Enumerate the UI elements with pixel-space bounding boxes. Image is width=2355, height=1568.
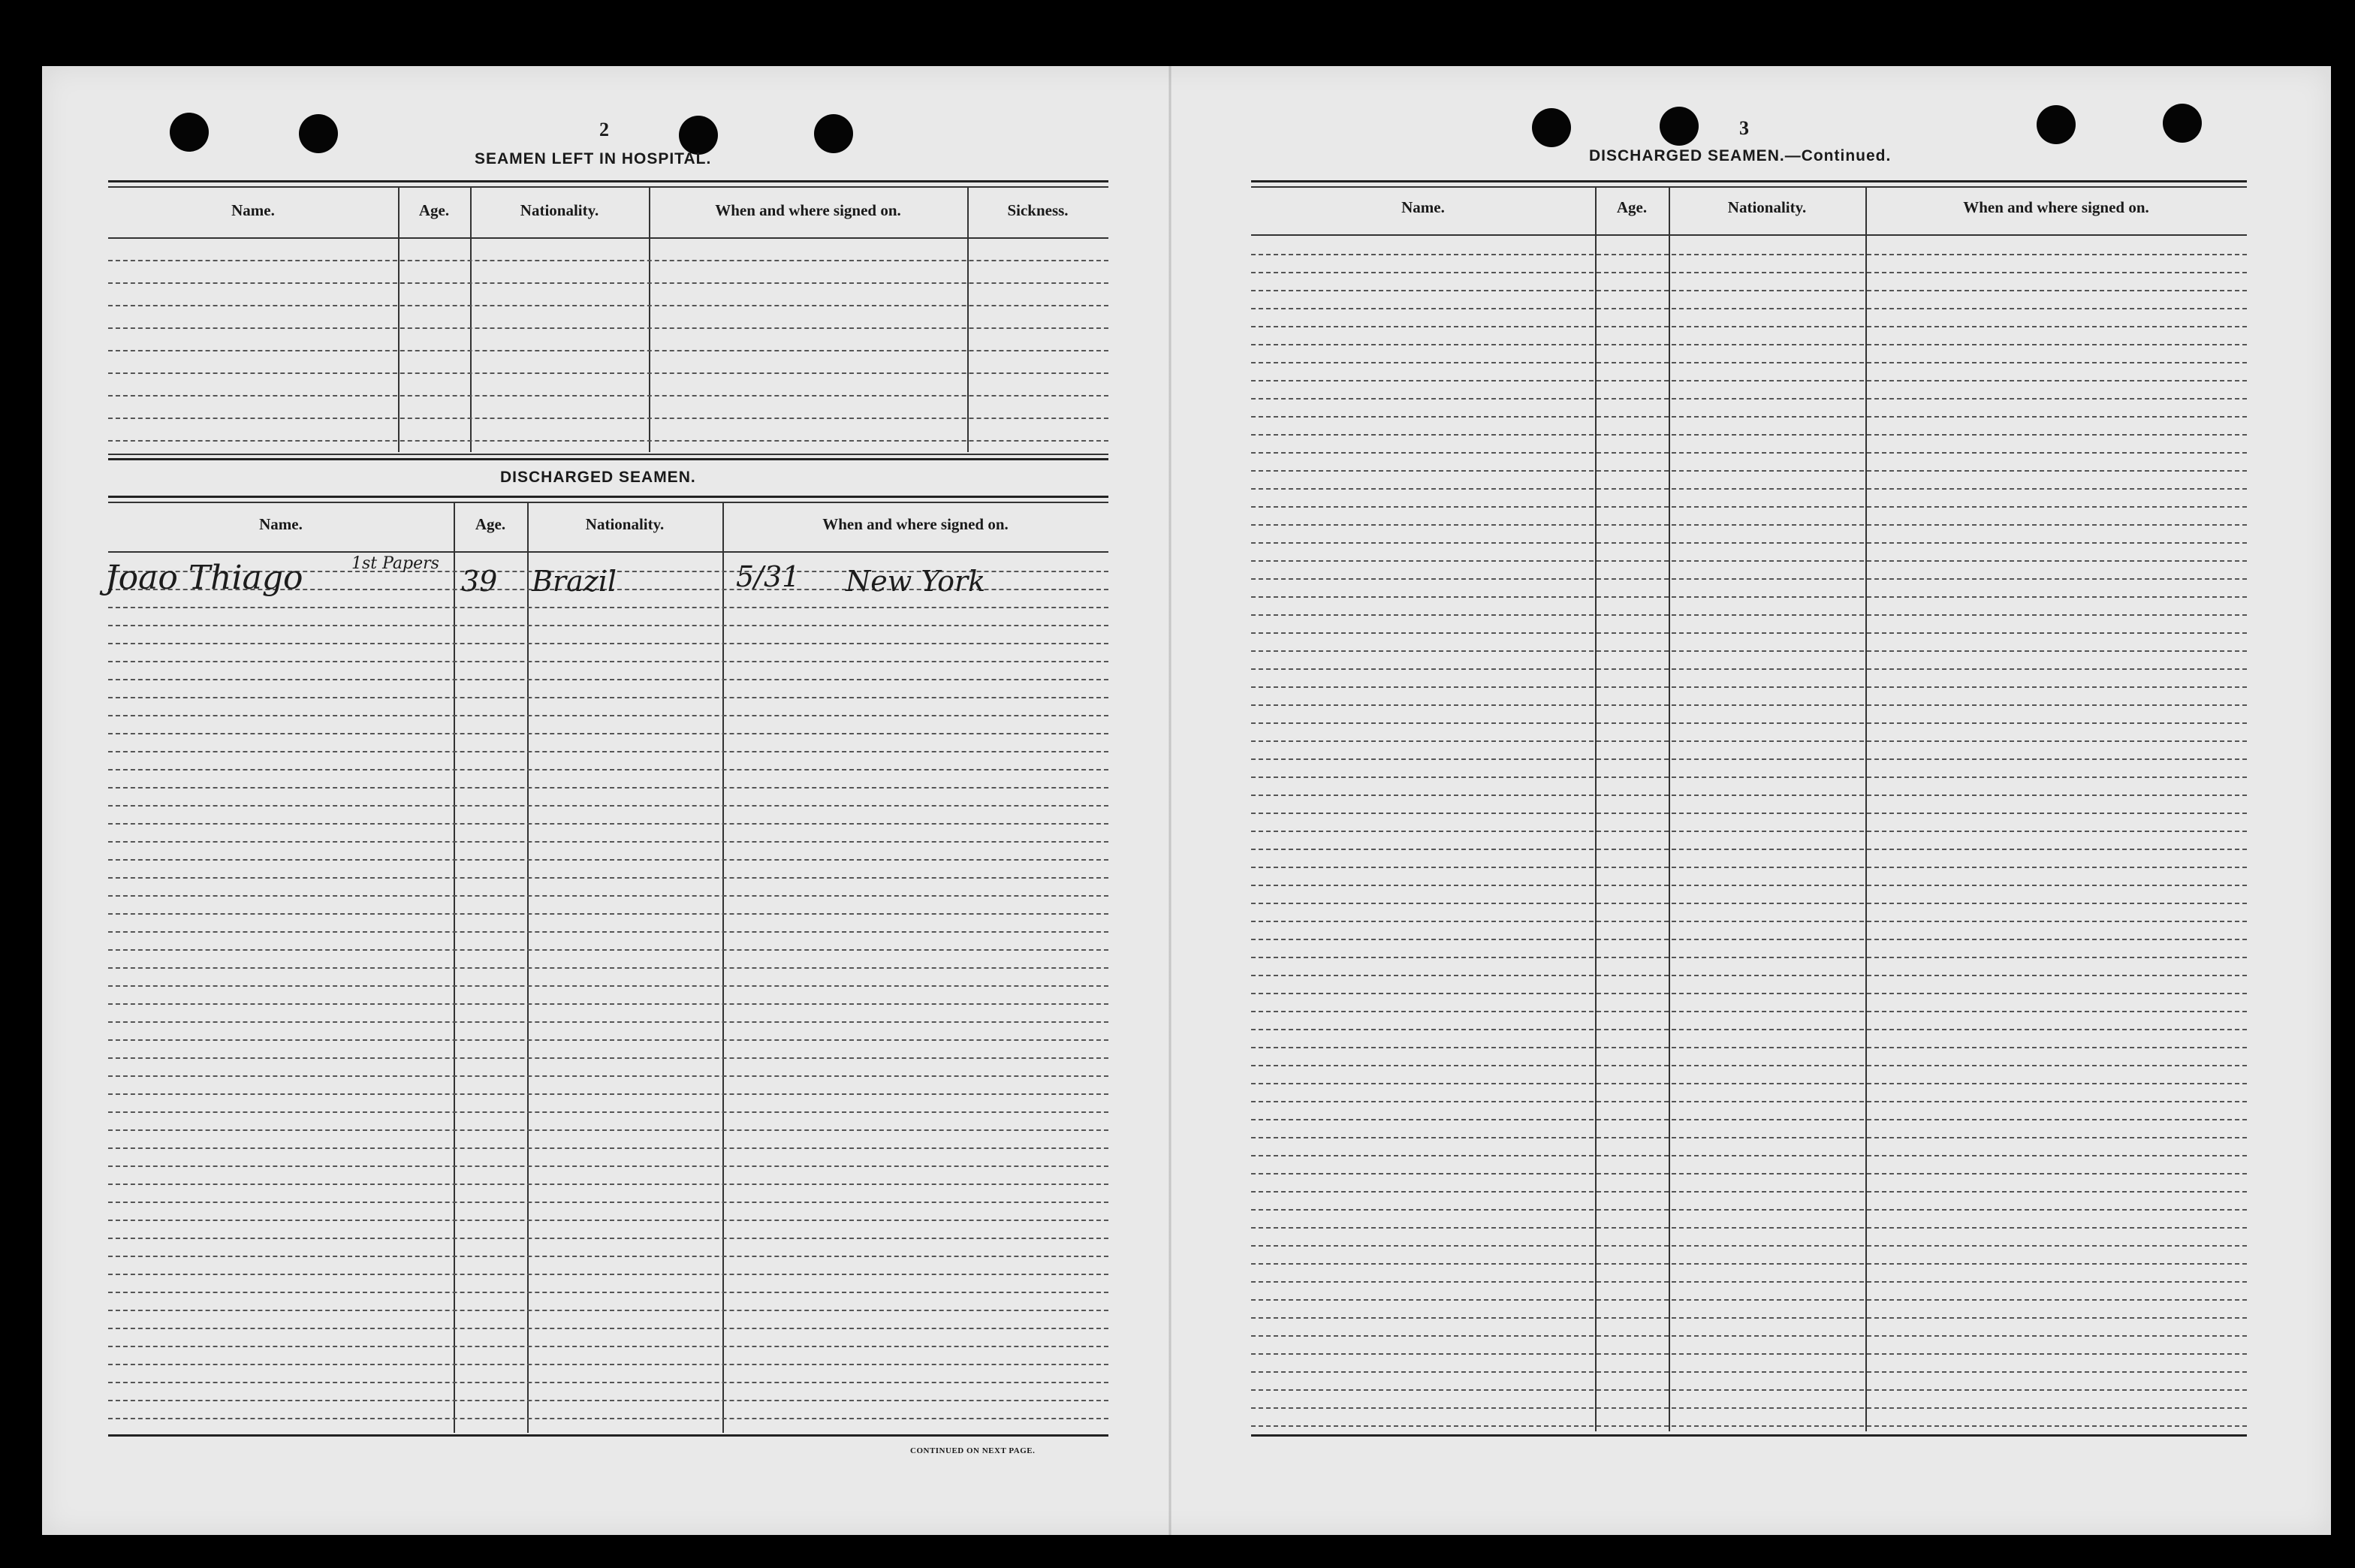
ruled-line — [108, 751, 1108, 752]
ruled-line — [1251, 1335, 2247, 1337]
ruled-line — [1251, 1029, 2247, 1030]
seaman-nationality: Brazil — [532, 565, 617, 598]
ruled-line — [108, 625, 1108, 626]
page-number-left: 2 — [599, 119, 609, 140]
table-rule — [1251, 186, 2247, 188]
ruled-line — [108, 643, 1108, 644]
ruled-line — [1251, 975, 2247, 976]
ruled-line — [108, 1220, 1108, 1221]
ruled-line — [1251, 1245, 2247, 1247]
continued-note: CONTINUED ON NEXT PAGE. — [910, 1446, 1036, 1455]
ruled-line — [108, 949, 1108, 951]
column-header: Sickness. — [1007, 201, 1069, 219]
column-header: Age. — [418, 201, 450, 219]
column-header: Age. — [475, 515, 506, 533]
ruled-line — [1251, 650, 2247, 652]
table-bottom-rule — [108, 1434, 1108, 1437]
table-top-rule — [108, 180, 1108, 182]
ruled-line — [1251, 632, 2247, 634]
ruled-line — [108, 841, 1108, 843]
column-header: Nationality. — [520, 201, 599, 219]
ruled-line — [108, 1057, 1108, 1059]
ruled-line — [108, 697, 1108, 698]
ruled-line — [1251, 506, 2247, 508]
ruled-line — [1251, 578, 2247, 580]
punch-hole — [170, 113, 209, 152]
ruled-line — [1251, 1227, 2247, 1229]
ruled-line — [108, 1346, 1108, 1347]
ruled-line — [1251, 668, 2247, 670]
ruled-line — [108, 661, 1108, 662]
ruled-line — [1251, 434, 2247, 436]
ruled-line — [108, 715, 1108, 716]
ruled-line — [1251, 290, 2247, 291]
ruled-line — [1251, 867, 2247, 868]
ruled-line — [1251, 740, 2247, 742]
ruled-line — [108, 1292, 1108, 1293]
ruled-line — [1251, 308, 2247, 309]
ruled-line — [1251, 596, 2247, 598]
ruled-line — [1251, 1101, 2247, 1102]
table-rule — [108, 502, 1108, 503]
ruled-line — [1251, 1353, 2247, 1355]
ruled-line — [1251, 1209, 2247, 1211]
discharged-continued-rows — [1251, 236, 2247, 1430]
page-number-right: 3 — [1739, 117, 1749, 139]
ruled-line — [1251, 524, 2247, 526]
ruled-line — [1251, 1191, 2247, 1193]
ruled-line — [1251, 1011, 2247, 1012]
seaman-name-note: 1st Papers — [351, 554, 439, 573]
ruled-line — [108, 1400, 1108, 1401]
punch-hole — [814, 114, 853, 153]
table-rule — [108, 186, 1108, 188]
punch-hole — [2037, 105, 2076, 144]
ruled-line — [108, 1364, 1108, 1365]
ruled-line — [1251, 1299, 2247, 1301]
ruled-line — [108, 1328, 1108, 1329]
ruled-line — [108, 769, 1108, 770]
hospital-section-title: SEAMEN LEFT IN HOSPITAL. — [475, 150, 712, 167]
column-header: Nationality. — [1727, 198, 1807, 216]
ruled-line — [1251, 488, 2247, 490]
column-header: Nationality. — [585, 515, 665, 533]
page-fold — [1168, 66, 1171, 1535]
table-top-rule — [1251, 180, 2247, 182]
ruled-line — [1251, 957, 2247, 958]
column-header: When and where signed on. — [715, 201, 901, 219]
ruled-line — [108, 1021, 1108, 1023]
ruled-line — [108, 1256, 1108, 1257]
punch-hole — [2163, 104, 2202, 143]
punch-hole — [299, 114, 338, 153]
column-header: Name. — [1401, 198, 1445, 216]
ruled-line — [108, 1382, 1108, 1383]
ruled-line — [1251, 758, 2247, 760]
ruled-line — [108, 895, 1108, 897]
ruled-line — [1251, 398, 2247, 400]
ruled-line — [1251, 1407, 2247, 1409]
ruled-line — [1251, 813, 2247, 814]
ruled-line — [1251, 254, 2247, 255]
ruled-line — [1251, 1155, 2247, 1156]
ruled-line — [1251, 1389, 2247, 1391]
ruled-line — [1251, 1263, 2247, 1265]
ruled-line — [1251, 470, 2247, 472]
ruled-line — [108, 1039, 1108, 1041]
column-header: When and where signed on. — [1963, 198, 2149, 216]
ruled-line — [108, 1093, 1108, 1095]
ruled-line — [1251, 272, 2247, 273]
ruled-line — [1251, 560, 2247, 562]
punch-hole — [1660, 107, 1699, 146]
ruled-line — [108, 877, 1108, 879]
ruled-line — [1251, 722, 2247, 724]
ruled-line — [108, 967, 1108, 969]
discharged-section-title: DISCHARGED SEAMEN. — [500, 469, 696, 486]
ruled-line — [108, 1165, 1108, 1167]
ruled-line — [1251, 776, 2247, 778]
ruled-line — [1251, 795, 2247, 796]
ruled-line — [1251, 704, 2247, 706]
punch-hole — [1532, 108, 1571, 147]
ruled-line — [108, 985, 1108, 987]
ruled-line — [108, 787, 1108, 789]
ruled-line — [1251, 380, 2247, 381]
ruled-line — [1251, 831, 2247, 832]
discharged-continued-title: DISCHARGED SEAMEN.—Continued. — [1589, 147, 1892, 164]
ruled-line — [1251, 1371, 2247, 1373]
ruled-line — [1251, 686, 2247, 688]
ruled-line — [1251, 885, 2247, 886]
ruled-line — [108, 1238, 1108, 1239]
ruled-line — [108, 1147, 1108, 1149]
ruled-line — [1251, 1425, 2247, 1427]
ruled-line — [1251, 1317, 2247, 1319]
ruled-line — [108, 679, 1108, 680]
ruled-line — [108, 1274, 1108, 1275]
column-header: Name. — [231, 201, 275, 219]
ruled-line — [108, 913, 1108, 915]
ruled-line — [1251, 362, 2247, 363]
ruled-line — [1251, 849, 2247, 850]
ruled-line — [1251, 903, 2247, 904]
ruled-line — [1251, 542, 2247, 544]
ruled-line — [108, 931, 1108, 933]
ruled-line — [108, 823, 1108, 825]
punch-hole — [679, 116, 718, 155]
ruled-line — [1251, 326, 2247, 327]
ruled-line — [1251, 1137, 2247, 1138]
ruled-line — [1251, 452, 2247, 454]
ruled-line — [108, 1003, 1108, 1005]
ruled-line — [108, 805, 1108, 807]
column-header: When and where signed on. — [822, 515, 1009, 533]
table-bottom-rule — [1251, 1434, 2247, 1437]
ruled-line — [108, 1184, 1108, 1185]
ruled-line — [1251, 1281, 2247, 1283]
ruled-line — [1251, 921, 2247, 922]
signed-on-date: 5/31 — [736, 560, 801, 593]
ruled-line — [108, 1310, 1108, 1311]
ruled-line — [1251, 344, 2247, 345]
seaman-age: 39 — [461, 565, 498, 598]
ruled-line — [1251, 1083, 2247, 1084]
hospital-table-rows — [108, 237, 1108, 455]
ruled-line — [1251, 1119, 2247, 1120]
ruled-line — [108, 1129, 1108, 1131]
signed-on-place: New York — [846, 565, 986, 598]
ruled-line — [1251, 1173, 2247, 1174]
table-bottom-rule — [108, 458, 1108, 460]
seaman-name: Joao Thiago — [105, 559, 303, 597]
ruled-line — [1251, 939, 2247, 940]
ruled-line — [108, 607, 1108, 608]
ruled-line — [108, 859, 1108, 861]
column-header: Name. — [259, 515, 303, 533]
ruled-line — [108, 1202, 1108, 1203]
ruled-line — [1251, 614, 2247, 616]
ruled-line — [108, 1418, 1108, 1419]
column-header: Age. — [1616, 198, 1648, 216]
table-bottom-rule — [108, 454, 1108, 455]
ruled-line — [1251, 993, 2247, 994]
ruled-line — [108, 733, 1108, 734]
table-top-rule — [108, 496, 1108, 498]
discharged-table-rows — [108, 553, 1108, 1433]
ruled-line — [108, 1075, 1108, 1077]
ruled-line — [108, 1111, 1108, 1113]
ruled-line — [1251, 1065, 2247, 1066]
ruled-line — [1251, 416, 2247, 418]
ruled-line — [1251, 1047, 2247, 1048]
